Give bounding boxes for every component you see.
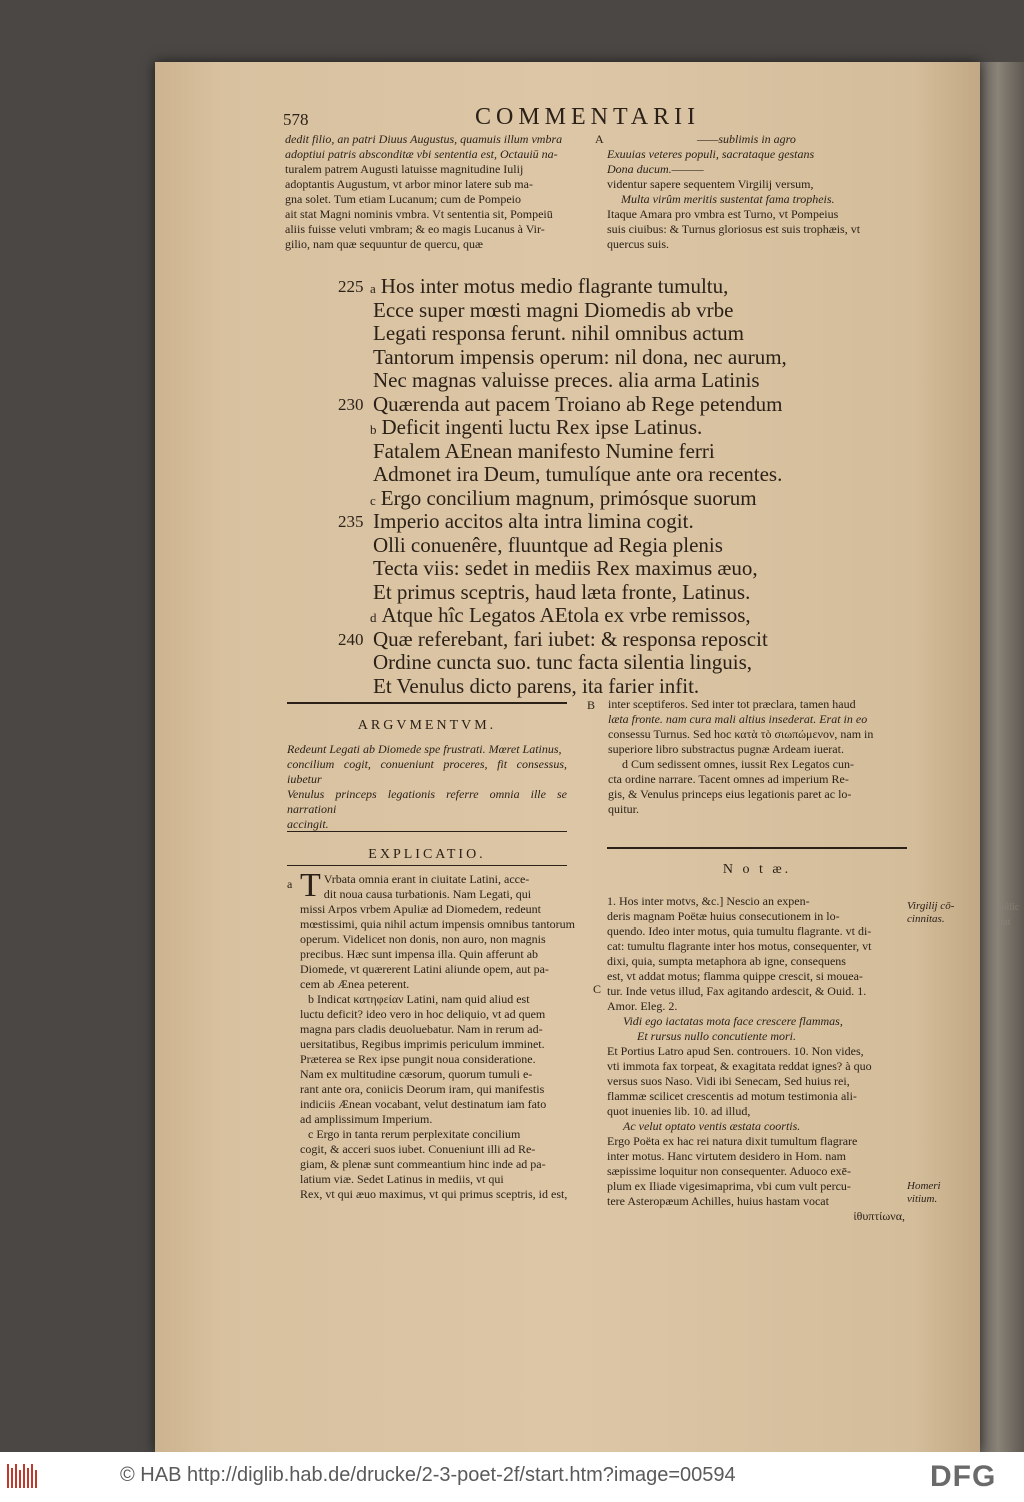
text-line: Exuuias veteres populi, sacrataque gestans — [607, 147, 815, 161]
verse-line-text: Ergo concilium magnum, primósque suorum — [380, 485, 757, 510]
marker-a: A — [595, 132, 604, 146]
text-line: ait stat Magni nominis vmbra. Vt sententia sit, Pompeiū — [285, 207, 553, 221]
verse-text — [373, 299, 733, 323]
text-line: giam, & plenæ sunt commeantium hinc inde ad pa- — [300, 1157, 546, 1171]
text-line: concilium cogit, conueniunt proceres, fit consessus, iubetur — [287, 757, 567, 786]
divider — [287, 865, 567, 866]
verse-line — [338, 675, 808, 699]
verse-line-text: Tantorum impensis operum: nil dona, nec aurum, — [373, 344, 787, 369]
verse-line — [338, 322, 808, 346]
sig-a: a — [287, 877, 293, 891]
text-line: gilio, nam quæ sequuntur de quercu, quæ — [285, 237, 483, 251]
text-line: Præterea se Rex ipse pungit noua consideratione. — [300, 1052, 536, 1066]
book-page — [155, 62, 980, 1452]
text-line: cogit, & acceri suos iubet. Conueniunt illi ad Re- — [300, 1142, 536, 1156]
text-line: quot inuenies lib. 10. ad illud, — [607, 1104, 751, 1118]
text-line: Et rursus nullo concutiente mori. — [637, 1029, 796, 1043]
verse-line — [338, 346, 808, 370]
text-line: Dona ducum.——— — [607, 162, 704, 176]
divider — [607, 847, 907, 849]
page-number: 578 — [283, 110, 309, 129]
text-line: consessu Turnus. Sed hoc κατὰ τὸ σιωπώμενον, nam in — [608, 727, 874, 741]
text-line: Diomede, vt quærerent Latini aliunde opem, aut pa- — [300, 962, 549, 976]
verse-line — [338, 534, 808, 558]
text-line: Venulus princeps legationis referre omnia ille se narrationi — [287, 787, 567, 816]
verse-text — [373, 675, 699, 699]
text-line: inter motus. Hanc virtutem desidero in Hom. nam — [607, 1149, 846, 1163]
ghost-text-1: Sollic — [996, 902, 1020, 913]
verse-text — [373, 651, 752, 675]
verse-signature: a — [370, 281, 376, 296]
text-line: suis ciuibus: & Turnus gloriosus est suis trophæis, vt — [607, 222, 861, 236]
text-line: videntur sapere sequentem Virgilij versum, — [607, 177, 814, 191]
verse-line-text: Et Venulus dicto parens, ita farier infit. — [373, 673, 700, 698]
text-line: missi Arpos vrbem Apuliæ ad Diomedem, redeunt — [300, 902, 541, 916]
verse-text — [373, 534, 723, 558]
page-edge — [980, 62, 1024, 1452]
text-line: Vidi ego iactatas mota face crescere flammas, — [623, 1014, 843, 1028]
verse-signature: d — [370, 610, 377, 625]
verse-block — [338, 275, 808, 698]
notae-text — [607, 894, 905, 1224]
text-line: accingit. — [287, 817, 329, 831]
copyright-url[interactable]: © HAB http://diglib.hab.de/drucke/2-3-poet-2f/start.htm?image=00594 — [120, 1464, 736, 1486]
verse-text — [373, 393, 782, 417]
text-line: ad amplissimum Imperium. — [300, 1112, 433, 1126]
text-line: flammæ scilicet crescentis ad motum testimonia ali- — [607, 1089, 857, 1103]
continued-right-column — [607, 132, 937, 252]
verse-number: 240 — [338, 629, 364, 649]
text-line: Multa virûm meritis sustentat fama tropheis. — [621, 192, 835, 206]
text-line: Ergo Poëta ex hac rei natura dixit tumultum flagrare — [607, 1134, 858, 1148]
text-line: dit noua causa turbationis. Nam Legati, qui — [323, 887, 532, 901]
verse-line — [338, 604, 808, 628]
verse-line-text: Deficit ingenti luctu Rex ipse Latinus. — [381, 415, 703, 439]
verse-line-text: Nec magnas valuisse preces. alia arma Latinis — [373, 368, 760, 392]
text-line: tur. Inde vetus illud, Fax agitando ardescit, & Ouid. 1. — [607, 984, 867, 998]
verse-line-text: Admonet ira Deum, tumulíque ante ora recentes. — [373, 462, 783, 486]
verse-number: 230 — [338, 394, 364, 414]
text-line: deris magnam Poëtæ huius consecutionem in lo- — [607, 909, 840, 923]
text-line: Vrbata omnia erant in ciuitate Latini, acce- — [323, 872, 530, 886]
text-line: operum. Videlicet non donis, non auro, non magnis — [300, 932, 546, 946]
explicatio-text — [300, 867, 583, 1202]
drop-cap: T — [300, 867, 321, 904]
text-line: cta ordine narrare. Tacent omnes ad imperium Re- — [608, 772, 849, 786]
text-line: c Ergo in tanta rerum perplexitate concilium — [308, 1127, 521, 1141]
text-line: Amor. Eleg. 2. — [607, 999, 678, 1013]
text-line: Nam ex multitudine cæsorum, quorum tumuli e- — [300, 1067, 533, 1081]
text-line: plum ex Iliade vigesimaprima, vbi cum vult percu- — [607, 1179, 851, 1193]
text-line: superiore libro substractus pugnæ Ardeam iuerat. — [608, 742, 844, 756]
divider — [287, 702, 567, 704]
text-line: gna solet. Tum etiam Lucanum; cum de Pompeio — [285, 192, 521, 206]
text-line: Itaque Amara pro vmbra est Turno, vt Pompeius — [607, 207, 839, 221]
text-line: Ac velut optato ventis æstata coortis. — [623, 1119, 801, 1133]
text-line: Et Portius Latro apud Sen. controuers. 10. Non vides, — [607, 1044, 864, 1058]
marker-c: C — [593, 982, 602, 996]
argumentum-title: ARGVMENTVM. — [357, 718, 497, 733]
verse-line — [338, 369, 808, 393]
verse-line-text: Hos inter motus medio flagrante tumultu, — [380, 274, 729, 298]
text-line: indiciis Ænean vocabant, velut destinatum iam fato — [300, 1097, 547, 1111]
text-line: est, vt addat motus; flamma quippe crescit, si mouea- — [607, 969, 863, 983]
text-line: luctu deficit? ideo vero in hoc deliquio, vt ad quem — [300, 1007, 546, 1021]
verse-line-text: Ecce super mœsti magni Diomedis ab vrbe — [373, 297, 734, 322]
text-line: uersitatibus, Regibus imprimis periculum imminet. — [300, 1037, 545, 1051]
text-line: versus suos Naso. Vidi ibi Senecam, Sed huius rei, — [607, 1074, 850, 1088]
verse-text — [373, 440, 715, 464]
verse-line-text: Quærenda aut pacem Troiano ab Rege petendum — [373, 391, 783, 416]
text-line: tere Asteropæum Achilles, huius hastam vocat — [607, 1194, 829, 1208]
verse-line-text: Legati responsa ferunt. nihil omnibus actum — [373, 321, 744, 345]
text-line: adoptiui patris absconditæ vbi sententia est, Octauiū na- — [285, 147, 558, 161]
text-line: sæpissime loquitur non consequenter. Aduoco exē- — [607, 1164, 851, 1178]
text-line: quercus suis. — [607, 237, 669, 251]
verse-line — [338, 463, 808, 487]
continued-left-column — [285, 132, 575, 252]
verse-text — [373, 510, 694, 534]
text-line: quendo. Ideo inter motus, quia tumultu flagrante. vt di- — [607, 924, 872, 938]
text-line: turalem patrem Augusti latuisse magnitudine Iulij — [285, 162, 524, 176]
verse-line — [338, 487, 808, 511]
text-line: dixi, quia, sumpta metaphora ab igne, consequens — [607, 954, 846, 968]
verse-line — [338, 510, 808, 534]
argumentum-text — [287, 742, 567, 832]
text-line: gis, & Venulus princeps eius legationis paret ac lo- — [608, 787, 852, 801]
verse-text — [373, 463, 782, 487]
text-line: d Cum sedissent omnes, iussit Rex Legatos cun- — [622, 757, 854, 771]
running-head: COMMENTARII — [475, 104, 701, 130]
verse-line-text: Quæ referebant, fari iubet: & responsa reposcit — [373, 626, 768, 651]
ghost-text-2: ciat — [996, 917, 1011, 928]
verse-line-text: Fatalem AEnean manifesto Numine ferri — [373, 438, 715, 463]
explicatio-title: EXPLICATIO. — [368, 847, 486, 862]
divider — [287, 831, 567, 832]
verse-text — [373, 557, 758, 581]
verse-line-text: Atque hîc Legatos AEtola ex vrbe remissos, — [381, 603, 751, 627]
verse-line — [338, 651, 808, 675]
verse-line — [338, 557, 808, 581]
text-line: Rex, vt qui æuo maximus, vt qui primus sceptris, id est, — [300, 1187, 568, 1201]
text-line: magna pars cladis deuoluebatur. Nam in rerum ad- — [300, 1022, 543, 1036]
verse-line-text: Imperio accitos alta intra limina cogit. — [373, 509, 694, 533]
right-commentary-top — [608, 697, 908, 817]
hab-logo-icon — [6, 1460, 38, 1492]
margin-note-line: vitium. — [907, 1193, 938, 1205]
marker-b: B — [587, 698, 596, 712]
text-line: Redeunt Legati ab Diomede spe frustrati. Mœret Latinus, — [287, 742, 562, 756]
footer-bar — [0, 1452, 1024, 1502]
verse-line — [338, 275, 808, 299]
margin-note-line: Virgilij cō- — [907, 900, 955, 912]
verse-line — [338, 628, 808, 652]
verse-line — [338, 299, 808, 323]
verse-text — [373, 369, 760, 393]
verse-text — [373, 322, 744, 346]
verse-line — [338, 416, 808, 440]
notae-title: N o t æ. — [722, 862, 792, 877]
text-line: ——sublimis in agro — [697, 132, 796, 146]
margin-note — [907, 1180, 941, 1206]
dfg-logo: DFG — [930, 1460, 997, 1493]
text-line: læta fronte. nam cura mali altius insederat. Erat in eo — [608, 712, 868, 726]
text-line: aliis fuisse veluti vmbram; & eo magis Lucanus à Vir- — [285, 222, 545, 236]
verse-number: 235 — [338, 512, 364, 531]
text-line: adoptantis Augustum, vt arbor minor latere sub ma- — [285, 177, 533, 191]
verse-line-text: Ordine cuncta suo. tunc facta silentia linguis, — [373, 650, 753, 674]
margin-note-line: cinnitas. — [907, 913, 945, 925]
verse-line — [338, 393, 808, 417]
verse-signature: c — [370, 492, 376, 508]
text-line: dedit filio, an patri Diuus Augustus, quamuis illum vmbra — [285, 132, 563, 146]
verse-line — [338, 440, 808, 464]
text-line: mœstissimi, quia nihil actum impensis omnibus tantorum — [300, 917, 575, 931]
margin-note-line: Homeri — [907, 1180, 941, 1192]
verse-line-text: Et primus sceptris, haud læta fronte, Latinus. — [373, 579, 751, 604]
margin-note — [907, 900, 954, 926]
text-line: precibus. Hæc sunt impensa illa. Quin afferunt ab — [300, 947, 539, 961]
text-line: 1. Hos inter motvs, &c.] Nescio an expen- — [607, 894, 810, 908]
verse-line-text: Olli conuenêre, fluuntque ad Regia plenis — [373, 532, 723, 557]
verse-text — [373, 628, 768, 652]
text-line: b Indicat κατηφείαν Latini, nam quid aliud est — [308, 992, 530, 1006]
text-line: inter sceptiferos. Sed inter tot præclara, tamen haud — [608, 697, 856, 711]
verse-text — [373, 346, 787, 370]
text-line: cem ab Ænea peterent. — [300, 977, 410, 991]
text-line: quitur. — [608, 802, 640, 816]
verse-line — [338, 581, 808, 605]
verse-text — [373, 581, 750, 605]
verse-number: 225 — [338, 277, 364, 296]
verse-signature: b — [370, 422, 377, 437]
text-line: cat: tumultu flagrante inter hos motus, consequenter, vt — [607, 939, 872, 953]
text-line: latium viæ. Sedet Latinus in mediis, vt qui — [300, 1172, 504, 1186]
text-line: vti immota fax torpeat, & exagitata reddat ignes? à quo — [607, 1059, 872, 1073]
text-line: rant ante ora, coniicis Deorum iram, qui manifestis — [300, 1082, 545, 1096]
verse-line-text: Tecta viis: sedet in mediis Rex maximus æuo, — [373, 556, 758, 580]
text-line: ἰθυπτίωνα, — [853, 1209, 905, 1223]
